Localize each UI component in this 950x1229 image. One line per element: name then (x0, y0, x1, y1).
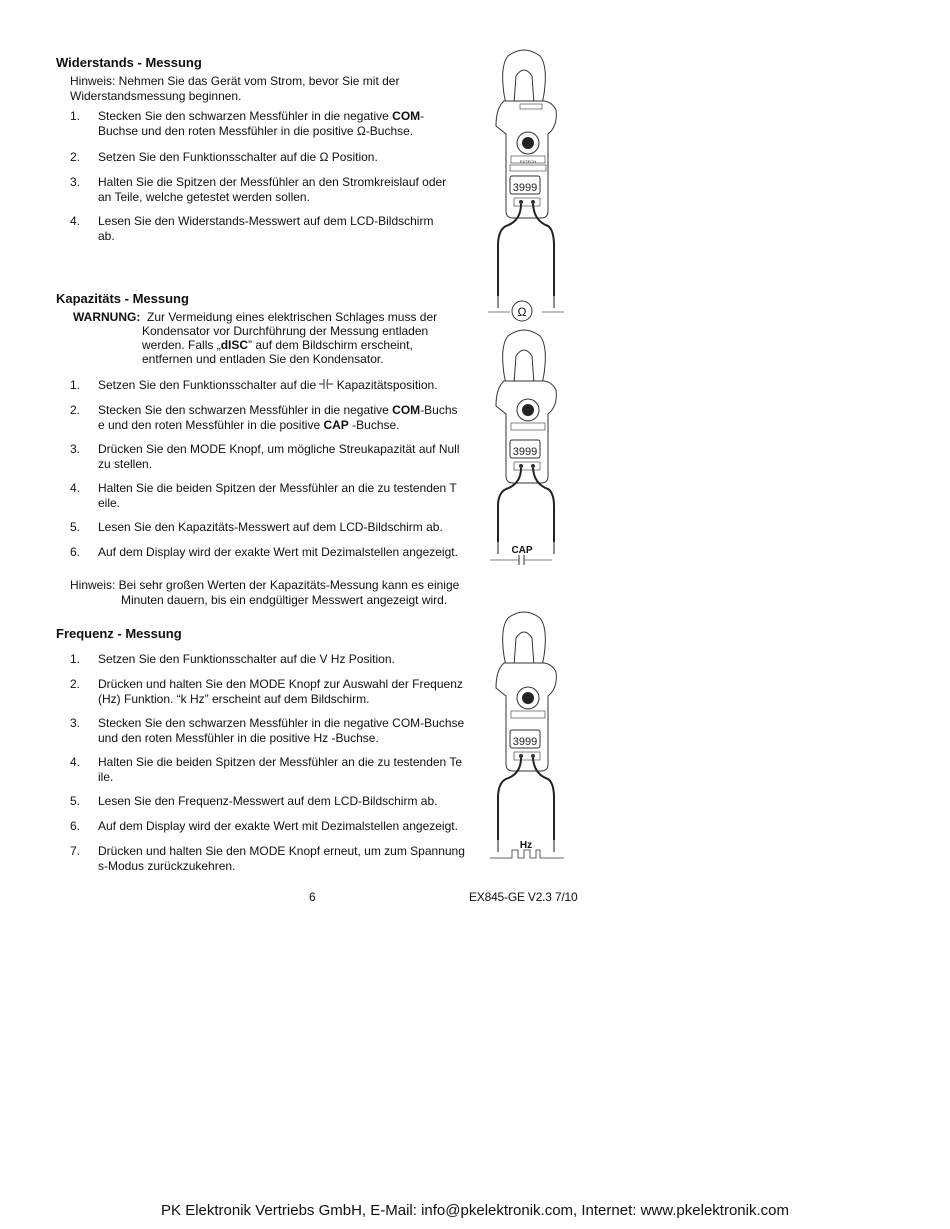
section-heading-frequency: Frequenz - Messung (56, 626, 182, 641)
list-item-number: 1. (70, 378, 81, 392)
section-heading-resistance: Widerstands - Messung (56, 55, 202, 70)
test-leads (488, 204, 564, 312)
section-heading-capacitance: Kapazitäts - Messung (56, 291, 189, 306)
clamp-meter-illustration-resistance (486, 46, 566, 324)
capacitance-note-line2: Minuten dauern, bis ein endgültiger Messwert angezeigt wird. (121, 593, 448, 607)
page-number: 6 (309, 890, 316, 904)
list-item: Auf dem Display wird der exakte Wert mit Dezimalstellen angezeigt. (98, 545, 458, 559)
list-item-number: 1. (70, 109, 81, 123)
capacitance-note-line1: Hinweis: Bei sehr großen Werten der Kapazitäts-Messung kann es einige (70, 578, 460, 592)
list-item: Stecken Sie den schwarzen Messfühler in die negative COM-Buchse und den roten Messfühler in die positive Hz -Buchse. (98, 716, 465, 745)
list-item: Halten Sie die Spitzen der Messfühler an den Stromkreislauf oder an Teile, welche getestet werden sollen. (98, 175, 447, 204)
clamp-meter-body (496, 330, 556, 483)
list-item-number: 3. (70, 175, 81, 189)
list-item: Lesen Sie den Widerstands-Messwert auf dem LCD-Bildschirm ab. (98, 214, 434, 243)
list-item-number: 6. (70, 545, 81, 559)
list-item-number: 7. (70, 844, 81, 858)
resistance-note-line1: Hinweis: Nehmen Sie das Gerät vom Strom, bevor Sie mit der (70, 74, 400, 88)
list-item: Setzen Sie den Funktionsschalter auf die V Hz Position. (98, 652, 395, 666)
list-item: Drücken und halten Sie den MODE Knopf zur Auswahl der Frequenz (Hz) Funktion. “k Hz” erscheint auf dem Bildschirm. (98, 677, 463, 706)
brand-logo: EXTECH (519, 159, 537, 164)
document-id: EX845-GE V2.3 7/10 (469, 890, 578, 904)
list-item: Halten Sie die beiden Spitzen der Messfühler an die zu testenden T eile. (98, 481, 457, 510)
list-item: Drücken und halten Sie den MODE Knopf erneut, um zum Spannung s-Modus zurückzukehren. (98, 844, 465, 873)
list-item: Setzen Sie den Funktionsschalter auf die Kapazitätsposition. (98, 378, 438, 392)
list-item-number: 3. (70, 716, 81, 730)
list-item-number: 5. (70, 520, 81, 534)
warning-label: WARNUNG: (73, 310, 141, 324)
list-item: Setzen Sie den Funktionsschalter auf die Ω Position. (98, 150, 378, 164)
list-item: Auf dem Display wird der exakte Wert mit Dezimalstellen angezeigt. (98, 819, 458, 833)
list-item-number: 2. (70, 403, 81, 417)
list-item-number: 2. (70, 150, 81, 164)
list-item-number: 2. (70, 677, 81, 691)
cap-label: CAP (511, 545, 533, 556)
square-wave-icon (490, 850, 564, 858)
company-footer: PK Elektronik Vertriebs GmbH, E-Mail: info@pkelektronik.com, Internet: www.pkelektronik.com (161, 1202, 789, 1219)
clamp-meter-body (496, 50, 556, 218)
lcd-readout: 3999 (512, 182, 538, 194)
list-item-number: 1. (70, 652, 81, 666)
clamp-meter-illustration-capacitance (486, 326, 566, 568)
list-item-number: 6. (70, 819, 81, 833)
warning-line2: Kondensator vor Durchführung der Messung entladen (142, 324, 429, 338)
list-item-number: 3. (70, 442, 81, 456)
capacitor-icon (319, 378, 333, 390)
lcd-readout: 3999 (512, 446, 538, 458)
clamp-meter-illustration-frequency (486, 608, 566, 866)
hz-label: Hz (519, 840, 533, 851)
resistance-note-line2: Widerstandsmessung beginnen. (70, 89, 242, 103)
warning-line4: entfernen und entladen Sie den Kondensator. (142, 352, 384, 366)
list-item: Drücken Sie den MODE Knopf, um mögliche Streukapazität auf Null zu stellen. (98, 442, 460, 471)
list-item-number: 4. (70, 755, 81, 769)
list-item: Stecken Sie den schwarzen Messfühler in die negative COM-Buchs e und den roten Messfühler in die positive CAP -Buchse. (98, 403, 458, 432)
list-item-number: 4. (70, 481, 81, 495)
lcd-readout: 3999 (512, 736, 538, 748)
warning-line1: Zur Vermeidung eines elektrischen Schlages muss der (147, 310, 438, 324)
list-item: Lesen Sie den Kapazitäts-Messwert auf dem LCD-Bildschirm ab. (98, 520, 443, 534)
list-item-number: 5. (70, 794, 81, 808)
clamp-meter-body (496, 612, 556, 771)
ohm-label: Ω (517, 305, 527, 319)
list-item: Halten Sie die beiden Spitzen der Messfühler an die zu testenden Te ile. (98, 755, 463, 784)
list-item-number: 4. (70, 214, 81, 228)
list-item: Stecken Sie den schwarzen Messfühler in die negative COM- Buchse und den roten Messfühler in die positive Ω-Buchse. (98, 109, 425, 138)
list-item: Lesen Sie den Frequenz-Messwert auf dem LCD-Bildschirm ab. (98, 794, 438, 808)
warning-line3: werden. Falls „dISC” auf dem Bildschirm erscheint, (142, 338, 413, 352)
